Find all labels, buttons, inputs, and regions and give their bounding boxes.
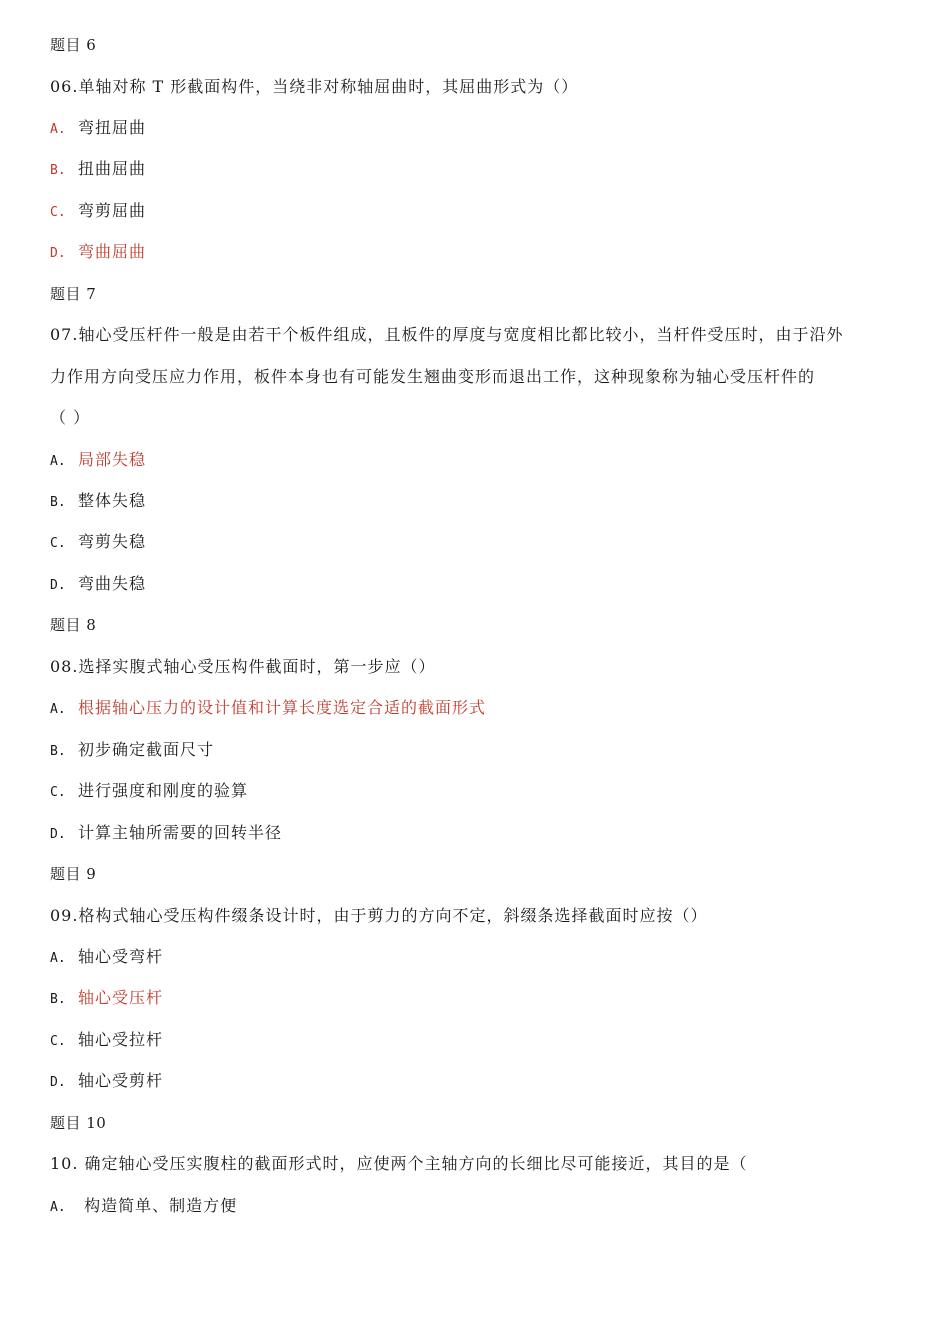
option-text: 整体失稳 [78,491,147,510]
question-heading: 题目 8 [50,616,97,635]
question-stem: （ ） [50,408,91,428]
option-row [50,450,890,472]
question-stem: 10. 确定轴心受压实腹柱的截面形式时，应使两个主轴方向的长细比尽可能接近，其目的是（ [50,1154,748,1174]
option-text: 进行强度和刚度的验算 [78,781,249,801]
option-letter: A. [50,453,66,469]
option-letter: B. [50,743,66,759]
question-stem: 力作用方向受压应力作用，板件本身也有可能发生翘曲变形而退出工作，这种现象称为轴心受压杆件的 [50,366,816,386]
option-letter: D. [50,577,66,593]
option-text: 弯剪屈曲 [78,200,147,220]
option-text: 轴心受拉杆 [78,1029,164,1049]
option-letter: D. [50,826,66,842]
option-letter: C. [50,204,66,220]
option-text: 轴心受压杆 [78,988,164,1008]
option-row [50,574,890,596]
option-row [50,201,890,223]
option-text: 根据轴心压力的设计值和计算长度选定合适的截面形式 [78,698,487,718]
option-letter: B. [50,163,66,179]
question-stem: 09.格构式轴心受压构件缀条设计时，由于剪力的方向不定，斜缀条选择截面时应按（） [50,905,708,925]
option-row [50,1030,890,1052]
option-text: 构造简单、制造方便 [78,1195,238,1215]
option-row [50,947,890,969]
question-heading: 题目 6 [50,36,97,54]
option-row [50,988,890,1010]
question-heading: 题目 10 [50,1113,107,1132]
option-row [50,242,890,264]
question-stem: 06.单轴对称 T 形截面构件，当绕非对称轴屈曲时，其屈曲形式为（） [50,76,579,96]
option-text: 轴心受弯杆 [78,946,164,966]
option-letter: C. [50,785,66,801]
question-heading: 题目 9 [50,865,97,883]
option-text: 弯曲失稳 [78,573,147,593]
option-letter: A. [50,950,66,966]
option-row [50,532,890,554]
question-stem: 08.选择实腹式轴心受压构件截面时，第一步应（） [50,656,436,676]
option-letter: A. [50,121,66,137]
option-row [50,118,890,140]
question-stem: 07.轴心受压杆件一般是由若干个板件组成，且板件的厚度与宽度相比都比较小，当杆件受压时，由于沿外 [50,325,844,345]
option-text: 弯扭屈曲 [78,117,147,137]
option-row [50,1071,890,1093]
option-row [50,740,890,762]
question-heading: 题目 7 [50,284,97,303]
option-row [50,1196,890,1218]
option-text: 弯剪失稳 [78,532,147,552]
option-letter: A. [50,1199,66,1215]
option-letter: B. [50,495,66,510]
option-text: 局部失稳 [78,449,147,469]
option-letter: C. [50,1033,66,1049]
option-text: 轴心受剪杆 [78,1071,164,1091]
option-row [50,698,890,720]
option-text: 扭曲屈曲 [78,159,147,179]
option-row [50,491,890,513]
option-letter: D. [50,246,66,262]
option-letter: C. [50,536,66,552]
option-row [50,781,890,803]
option-letter: A. [50,702,66,718]
option-row [50,159,890,181]
option-text: 计算主轴所需要的回转半径 [78,822,283,842]
option-letter: B. [50,992,66,1008]
option-text: 初步确定截面尺寸 [78,739,215,759]
option-letter: D. [50,1075,66,1091]
option-text: 弯曲屈曲 [78,242,147,262]
option-row [50,823,890,845]
